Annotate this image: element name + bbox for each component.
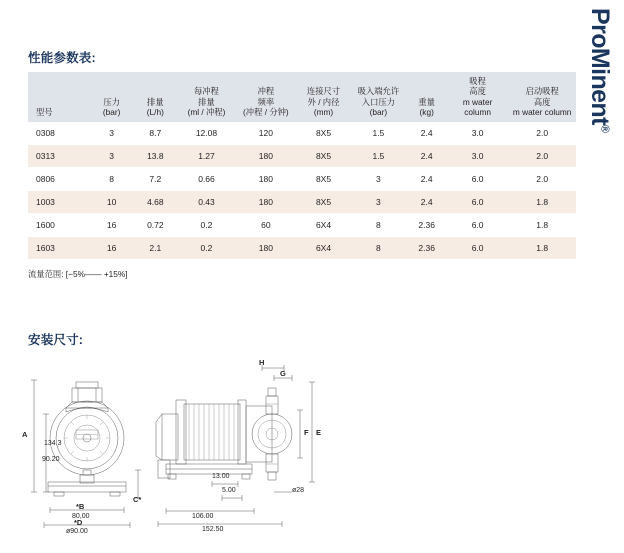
dim-label-28: ø28	[292, 487, 305, 494]
dim-label-90-20: 90.20	[42, 456, 60, 463]
cell-inlet-pressure: 8	[350, 214, 406, 237]
cell-pressure: 16	[91, 237, 133, 260]
cell-model: 0308	[28, 122, 91, 145]
cell-model: 0313	[28, 145, 91, 168]
cell-weight: 2.4	[407, 168, 447, 191]
column-header-stroke-rate: 冲程 频率 (冲程 / 分钟)	[235, 72, 297, 122]
cell-stroke-rate: 180	[235, 191, 297, 214]
table-header-row	[28, 72, 576, 122]
cell-stroke-rate: 180	[235, 145, 297, 168]
column-header-connection-size: 连接尺寸 外 / 内径 (mm)	[297, 72, 351, 122]
cell-connection-size: 8X5	[297, 145, 351, 168]
cell-flow: 4.68	[133, 191, 178, 214]
dim-label-h: H	[259, 358, 265, 367]
cell-pressure: 8	[91, 168, 133, 191]
brand-logo	[584, 8, 618, 218]
cell-inlet-pressure: 8	[350, 237, 406, 260]
dim-label-b: *B	[76, 502, 85, 511]
cell-connection-size: 6X4	[297, 237, 351, 260]
cell-suction-height: 6.0	[447, 191, 508, 214]
table-row	[28, 145, 576, 168]
table-row	[28, 237, 576, 260]
cell-stroke-rate: 120	[235, 122, 297, 145]
cell-stroke-rate: 180	[235, 237, 297, 260]
cell-weight: 2.36	[407, 237, 447, 260]
cell-pressure: 10	[91, 191, 133, 214]
cell-inlet-pressure: 3	[350, 168, 406, 191]
cell-model: 1603	[28, 237, 91, 260]
cell-connection-size: 6X4	[297, 214, 351, 237]
cell-pressure: 3	[91, 122, 133, 145]
dim-label-c: C*	[133, 495, 142, 504]
cell-stroke-volume: 1.27	[178, 145, 235, 168]
cell-flow: 7.2	[133, 168, 178, 191]
cell-model: 1003	[28, 191, 91, 214]
cell-priming-height: 1.8	[508, 237, 576, 260]
cell-suction-height: 3.0	[447, 145, 508, 168]
cell-priming-height: 2.0	[508, 168, 576, 191]
table-row	[28, 168, 576, 191]
cell-priming-height: 2.0	[508, 145, 576, 168]
registered-mark-icon: ®	[598, 124, 611, 133]
dim-label-152: 152.50	[202, 526, 224, 533]
dim-label-13: 13.00	[212, 473, 230, 480]
brand-name: ProMinent	[586, 8, 614, 125]
cell-flow: 0.72	[133, 214, 178, 237]
cell-suction-height: 3.0	[447, 122, 508, 145]
drawing-svg	[16, 352, 346, 542]
table-header	[28, 72, 576, 122]
column-header-inlet-pressure: 吸入端允许 入口压力 (bar)	[350, 72, 406, 122]
cell-stroke-volume: 0.43	[178, 191, 235, 214]
cell-inlet-pressure: 1.5	[350, 122, 406, 145]
cell-inlet-pressure: 1.5	[350, 145, 406, 168]
column-header-stroke-volume: 每冲程 排量 (ml / 冲程)	[178, 72, 235, 122]
dim-label-134: 134.3	[44, 440, 62, 447]
dim-label-e: E	[316, 428, 322, 437]
cell-weight: 2.4	[407, 191, 447, 214]
cell-pressure: 16	[91, 214, 133, 237]
cell-inlet-pressure: 3	[350, 191, 406, 214]
installation-drawing	[16, 352, 346, 542]
cell-priming-height: 1.8	[508, 191, 576, 214]
cell-model: 1600	[28, 214, 91, 237]
dim-label-g: G	[280, 369, 286, 378]
cell-weight: 2.4	[407, 145, 447, 168]
cell-suction-height: 6.0	[447, 214, 508, 237]
cell-pressure: 3	[91, 145, 133, 168]
cell-weight: 2.4	[407, 122, 447, 145]
cell-flow: 13.8	[133, 145, 178, 168]
table-row	[28, 122, 576, 145]
column-header-priming-height: 启动吸程 高度 m water column	[508, 72, 576, 122]
dim-label-f: F	[304, 428, 309, 437]
cell-stroke-volume: 0.2	[178, 237, 235, 260]
table-row	[28, 191, 576, 214]
column-header-flow: 排量 (L/h)	[133, 72, 178, 122]
cell-stroke-rate: 60	[235, 214, 297, 237]
cell-flow: 2.1	[133, 237, 178, 260]
cell-connection-size: 8X5	[297, 191, 351, 214]
column-header-suction-height: 吸程 高度 m water column	[447, 72, 508, 122]
cell-stroke-volume: 12.08	[178, 122, 235, 145]
performance-table-wrapper	[28, 72, 576, 260]
dim-label-a: A	[22, 430, 28, 439]
cell-model: 0806	[28, 168, 91, 191]
dim-label-d: *D	[74, 518, 83, 527]
table-row	[28, 214, 576, 237]
cell-connection-size: 8X5	[297, 168, 351, 191]
dim-label-80: 80,00	[72, 513, 90, 520]
column-header-model: 型号	[28, 72, 91, 122]
cell-priming-height: 2.0	[508, 122, 576, 145]
dim-label-90-00: ø90.00	[66, 528, 88, 535]
flow-range-note: 流量范围: [−5%—— +15%]	[28, 269, 128, 279]
cell-connection-size: 8X5	[297, 122, 351, 145]
cell-stroke-rate: 180	[235, 168, 297, 191]
cell-stroke-volume: 0.66	[178, 168, 235, 191]
dim-label-5: 5.00	[222, 487, 236, 494]
brand-logo-text	[585, 8, 614, 132]
cell-stroke-volume: 0.2	[178, 214, 235, 237]
dimensions-section-title: 安装尺寸:	[28, 333, 84, 347]
dim-label-106: 106.00	[192, 513, 214, 520]
cell-suction-height: 6.0	[447, 168, 508, 191]
table-body	[28, 122, 576, 260]
cell-priming-height: 1.8	[508, 214, 576, 237]
cell-suction-height: 6.0	[447, 237, 508, 260]
column-header-weight: 重量 (kg)	[407, 72, 447, 122]
cell-flow: 8.7	[133, 122, 178, 145]
performance-table	[28, 72, 576, 260]
column-header-pressure: 压力 (bar)	[91, 72, 133, 122]
performance-section-title: 性能参数表:	[28, 51, 96, 65]
cell-weight: 2.36	[407, 214, 447, 237]
